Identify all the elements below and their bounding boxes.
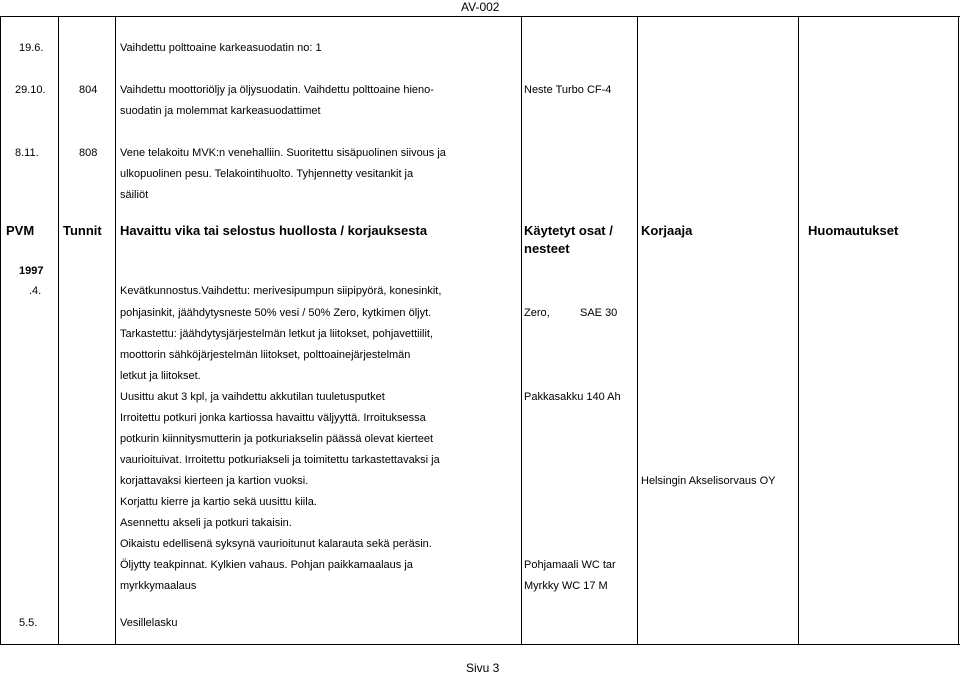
year-label: 1997 [19, 265, 44, 277]
entry-text: Uusittu akut 3 kpl, ja vaihdettu akkutilan tuuletusputket [120, 391, 385, 403]
column-header-havaittu: Havaittu vika tai selostus huollosta / korjauksesta [120, 223, 428, 238]
entry-text: moottorin sähköjärjestelmän liitokset, polttoainejärjestelmän [120, 349, 411, 361]
entry-parts: SAE 30 [580, 307, 618, 319]
entry-date: 19.6. [19, 42, 44, 54]
entry-text: Vaihdettu moottoriöljy ja öljysuodatin. Vaihdettu polttoaine hieno- [120, 84, 434, 96]
entry-text: Oikaistu edellisenä syksynä vaurioitunut kalarauta sekä peräsin. [120, 538, 432, 550]
entry-text: myrkkymaalaus [120, 580, 197, 592]
entry-text: Öljytty teakpinnat. Kylkien vahaus. Pohjan paikkamaalaus ja [120, 559, 413, 571]
entry-hours: 804 [79, 84, 98, 96]
entry-text: säiliöt [120, 189, 149, 201]
entry-parts: Pakkasakku 140 Ah [524, 391, 621, 403]
entry-parts: Pohjamaali WC tar [524, 559, 616, 571]
page-footer: Sivu 3 [466, 661, 500, 675]
column-header-pvm: PVM [6, 223, 35, 238]
entry-text: letkut ja liitokset. [120, 370, 201, 382]
entry-text: Vesillelasku [120, 617, 178, 629]
entry-text: potkurin kiinnitysmutterin ja potkuriakselin päässä olevat kierteet [120, 433, 434, 445]
entry-text: Irroitettu potkuri jonka kartiossa havaittu väljyyttä. Irroituksessa [120, 412, 426, 424]
entry-text: Vaihdettu polttoaine karkeasuodatin no: 1 [120, 42, 322, 54]
entry-text: Asennettu akseli ja potkuri takaisin. [120, 517, 292, 529]
column-header-huomautukset: Huomautukset [808, 223, 899, 238]
entry-text: Korjattu kierre ja kartio sekä uusittu kiila. [120, 496, 317, 508]
entry-text: vaurioituivat. Irroitettu potkuriakseli ja toimitettu tarkastettavaksi ja [120, 454, 440, 466]
entry-parts: Zero, [524, 307, 550, 319]
column-header-kaytetyt-2: nesteet [524, 241, 570, 256]
entry-text: suodatin ja molemmat karkeasuodattimet [120, 105, 321, 117]
entry-parts: Neste Turbo CF-4 [524, 84, 612, 96]
entry-hours: 808 [79, 147, 98, 159]
entry-text: Vene telakoitu MVK:n venehalliin. Suoritettu sisäpuolinen siivous ja [120, 147, 446, 159]
entry-parts: Myrkky WC 17 M [524, 580, 608, 592]
entry-text: pohjasinkit, jäähdytysneste 50% vesi / 50% Zero, kytkimen öljyt. [120, 307, 432, 319]
column-header-kaytetyt: Käytetyt osat / [524, 223, 613, 238]
entry-date: 5.5. [19, 617, 38, 629]
entry-text: ulkopuolinen pesu. Telakointihuolto. Tyhjennetty vesitankit ja [120, 168, 414, 180]
document-code: AV-002 [461, 0, 500, 14]
entry-text: korjattavaksi kierteen ja kartion vuoksi. [120, 475, 309, 487]
entry-text: Tarkastettu: jäähdytysjärjestelmän letkut ja liitokset, pohjavettiilit, [120, 328, 434, 340]
entry-korjaaja: Helsingin Akselisorvaus OY [641, 475, 776, 487]
entry-date: .4. [29, 285, 42, 297]
entry-date: 8.11. [15, 147, 39, 159]
column-header-tunnit: Tunnit [63, 223, 102, 238]
entry-text: Kevätkunnostus.Vaihdettu: merivesipumpun siipipyörä, konesinkit, [120, 285, 442, 297]
column-header-korjaaja: Korjaaja [641, 223, 693, 238]
log-table [0, 16, 960, 644]
entry-date: 29.10. [15, 84, 46, 96]
